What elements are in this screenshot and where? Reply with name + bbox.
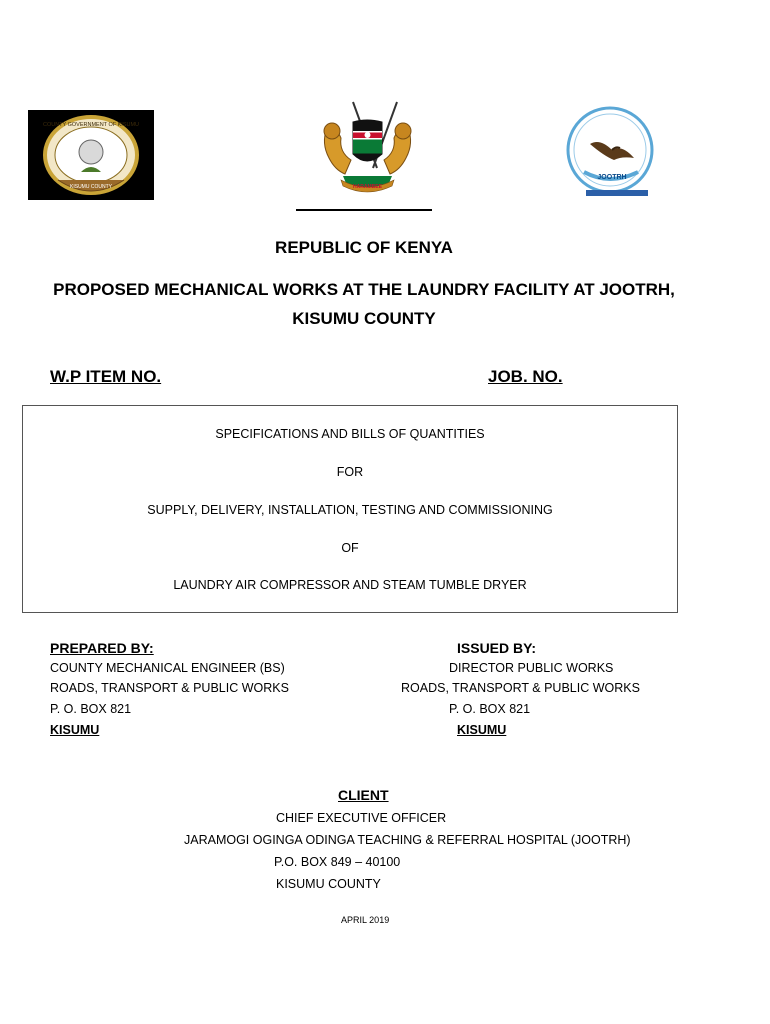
prepared-by-line2: ROADS, TRANSPORT & PUBLIC WORKS bbox=[50, 681, 289, 695]
spec-line-3: SUPPLY, DELIVERY, INSTALLATION, TESTING AND COMMISSIONING bbox=[147, 503, 553, 517]
coat-of-arms-motto: HARAMBEE bbox=[353, 184, 382, 190]
prepared-by-line1: COUNTY MECHANICAL ENGINEER (BS) bbox=[50, 661, 285, 675]
wp-item-label: W.P ITEM NO. bbox=[50, 367, 162, 386]
job-number-label: JOB. NO. bbox=[488, 367, 563, 386]
prepared-by-line3: P. O. BOX 821 bbox=[50, 702, 132, 716]
county-government-seal-icon bbox=[28, 110, 154, 200]
prepared-by-line4: KISUMU bbox=[50, 723, 100, 737]
header-divider bbox=[296, 209, 432, 211]
issued-by-line4: KISUMU bbox=[457, 723, 507, 737]
spec-line-2: FOR bbox=[336, 465, 364, 479]
project-title-line1: PROPOSED MECHANICAL WORKS AT THE LAUNDRY FACILITY AT JOOTRH, bbox=[53, 280, 675, 299]
seal-text-top: COUNTY GOVERNMENT OF KISUMU bbox=[42, 122, 140, 128]
client-heading: CLIENT bbox=[338, 787, 389, 803]
county-seal-logo bbox=[28, 110, 154, 200]
prepared-by-heading: PREPARED BY: bbox=[50, 640, 154, 656]
seal-text-bottom: KISUMU COUNTY bbox=[70, 184, 112, 190]
client-line2: JARAMOGI OGINGA ODINGA TEACHING & REFERRAL HOSPITAL (JOOTRH) bbox=[184, 833, 631, 847]
jootrh-logo-text: JOOTRH bbox=[597, 174, 627, 181]
client-line4: KISUMU COUNTY bbox=[276, 877, 381, 891]
project-title-line2: KISUMU COUNTY bbox=[292, 309, 436, 328]
spec-line-5: LAUNDRY AIR COMPRESSOR AND STEAM TUMBLE DRYER bbox=[173, 578, 527, 592]
spec-line-4: OF bbox=[341, 541, 359, 555]
issued-by-line1: DIRECTOR PUBLIC WORKS bbox=[449, 661, 614, 675]
client-line1: CHIEF EXECUTIVE OFFICER bbox=[276, 811, 447, 825]
coat-of-arms-logo bbox=[315, 98, 420, 198]
jootrh-logo bbox=[560, 100, 665, 200]
client-line3: P.O. BOX 849 – 40100 bbox=[274, 855, 401, 869]
document-date: APRIL 2019 bbox=[341, 915, 390, 925]
jootrh-eagle-logo-icon bbox=[560, 100, 665, 200]
issued-by-line3: P. O. BOX 821 bbox=[449, 702, 531, 716]
issued-by-line2: ROADS, TRANSPORT & PUBLIC WORKS bbox=[401, 681, 640, 695]
issued-by-heading: ISSUED BY: bbox=[457, 640, 537, 656]
spec-line-1: SPECIFICATIONS AND BILLS OF QUANTITIES bbox=[215, 427, 485, 441]
kenya-coat-of-arms-icon bbox=[315, 98, 420, 198]
country-title: REPUBLIC OF KENYA bbox=[275, 238, 453, 257]
